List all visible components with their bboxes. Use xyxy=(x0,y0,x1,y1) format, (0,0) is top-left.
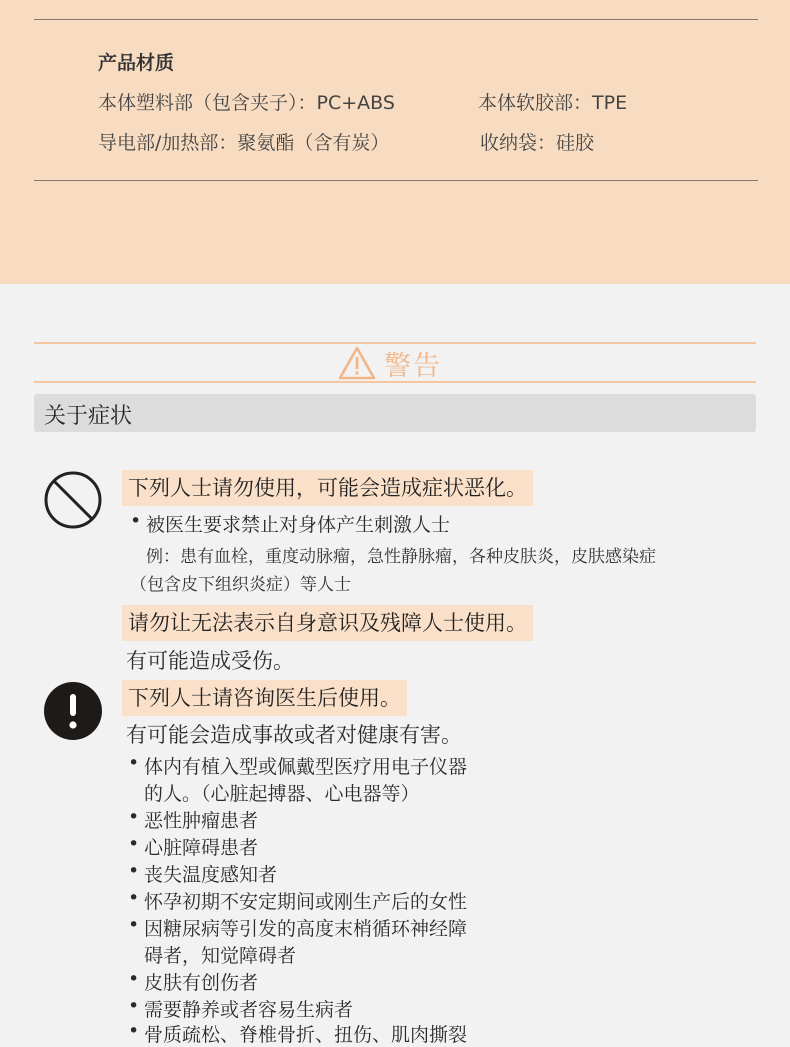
section-title: 关于症状 xyxy=(44,404,133,429)
prohibited-text-2: 有可能造成受伤。 xyxy=(126,649,294,673)
prohibited-example-line1: 例：患有血栓，重度动脉瘤，急性静脉瘤，各种皮肤炎，皮肤感染症 xyxy=(146,547,656,567)
caution-bullet: • 因糖尿病等引发的高度末梢循环神经障 xyxy=(144,914,467,941)
prohibited-heading-2: 请勿让无法表示自身意识及残障人士使用。 xyxy=(122,605,533,641)
exclamation-icon xyxy=(44,682,102,740)
prohibited-bullet: • 被医生要求禁止对身体产生刺激人士 xyxy=(146,510,450,537)
caution-bullet-cont: 碍者，知觉障碍者 xyxy=(144,945,297,967)
caution-bullet: • 恶性肿瘤患者 xyxy=(144,806,258,833)
caution-bullet: • 体内有植入型或佩戴型医疗用电子仪器 xyxy=(144,752,467,779)
caution-heading: 下列人士请咨询医生后使用。 xyxy=(122,680,407,716)
material-panel xyxy=(0,0,790,284)
material-title: 产品材质 xyxy=(98,52,175,74)
caution-bullet-cont: 的人。（心脏起搏器、心电器等） xyxy=(144,783,420,805)
prohibited-heading: 下列人士请勿使用，可能会造成症状恶化。 xyxy=(122,470,533,506)
prohibited-icon xyxy=(44,471,102,529)
caution-bullet: • 丧失温度感知者 xyxy=(144,860,277,887)
section-bar xyxy=(34,394,756,432)
divider-top xyxy=(34,19,758,20)
warning-header xyxy=(338,345,442,381)
divider-bottom xyxy=(34,180,758,181)
warning-title: 警告 xyxy=(384,350,442,382)
caution-bullet: • 皮肤有创伤者 xyxy=(144,968,258,995)
caution-bullet: • 需要静养或者容易生病者 xyxy=(144,995,353,1022)
warning-triangle-icon xyxy=(338,346,376,380)
prohibited-example-line2: （包含皮下组织炎症）等人士 xyxy=(130,575,351,595)
material-conductive: 导电部/加热部：聚氨酯（含有炭） xyxy=(98,132,390,154)
material-bag: 收纳袋：硅胶 xyxy=(480,132,595,154)
caution-text: 有可能会造成事故或者对健康有害。 xyxy=(126,723,462,747)
material-soft: 本体软胶部：TPE xyxy=(478,92,628,114)
caution-bullet: • 骨质疏松、脊椎骨折、扭伤、肌肉撕裂 xyxy=(144,1020,467,1047)
caution-bullet: • 怀孕初期不安定期间或刚生产后的女性 xyxy=(144,887,467,914)
caution-bullet: • 心脏障碍患者 xyxy=(144,833,258,860)
warning-line-bottom xyxy=(34,381,756,383)
material-plastic: 本体塑料部（包含夹子）：PC+ABS xyxy=(98,92,395,114)
